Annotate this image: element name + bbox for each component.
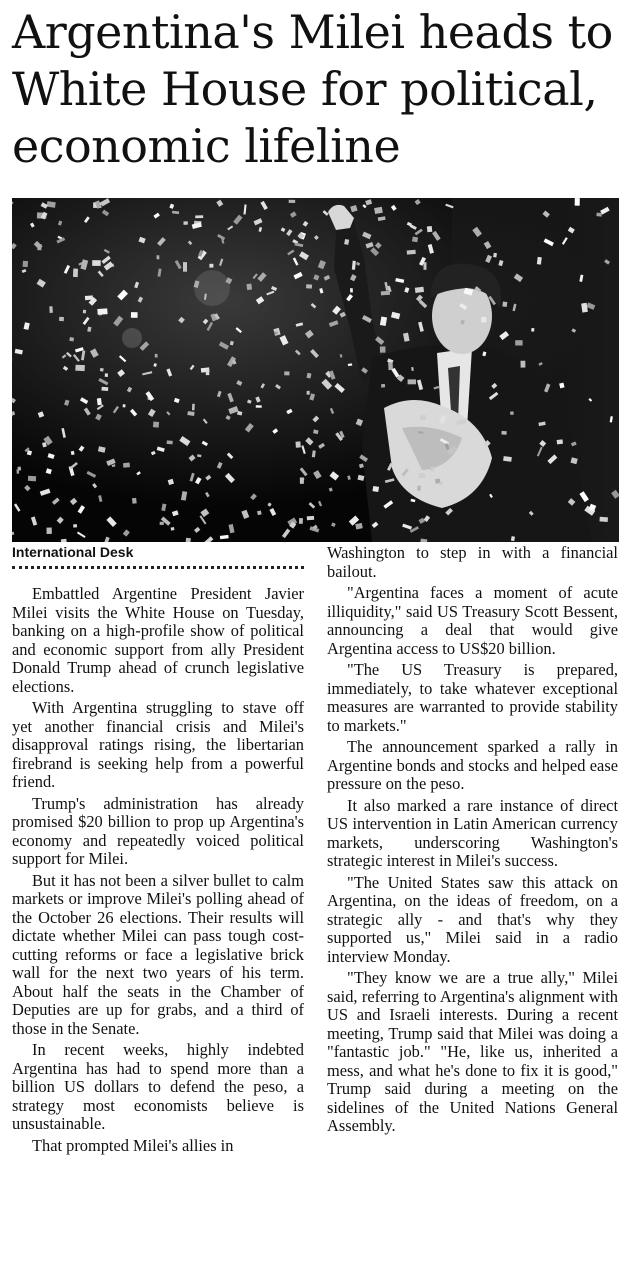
- confetti-piece: [100, 368, 104, 372]
- confetti-piece: [59, 317, 64, 321]
- confetti-piece: [424, 262, 427, 270]
- confetti-piece: [28, 476, 36, 482]
- confetti-piece: [155, 354, 158, 358]
- confetti-piece: [284, 371, 289, 375]
- article-column-2: [327, 544, 618, 1139]
- paragraph: With Argentina struggling to stave off yet another financial crisis and Milei's disapproval ratings rising, the libertarian firebrand is seeking help from a powerful friend.: [12, 698, 304, 791]
- confetti-piece: [412, 237, 418, 243]
- confetti-piece: [299, 518, 303, 524]
- confetti-piece: [157, 255, 160, 259]
- confetti-piece: [171, 527, 175, 531]
- confetti-piece: [97, 398, 102, 405]
- confetti-piece: [289, 200, 296, 203]
- confetti-piece: [503, 456, 512, 462]
- paragraph: "The United States saw this attack on Argentina, on the ideas of freedom, on a strategic ally - and that's why they supported us," Milei said in a radio interview Monday.: [327, 872, 618, 966]
- confetti-piece: [481, 317, 486, 323]
- paragraph: "Argentina faces a moment of acute illiquidity," said US Treasury Scott Bessent, announcing a deal that would give Argentina access to US$20 billion.: [327, 583, 618, 658]
- confetti-piece: [105, 373, 108, 377]
- confetti-piece: [246, 284, 252, 291]
- confetti-piece: [510, 411, 514, 414]
- desk-label: International Desk: [12, 544, 134, 560]
- confetti-piece: [380, 346, 386, 352]
- article-column-1: [12, 585, 304, 1158]
- confetti-piece: [372, 486, 379, 492]
- confetti-piece: [420, 415, 427, 420]
- confetti-piece: [206, 369, 210, 375]
- confetti-piece: [160, 522, 164, 525]
- confetti-piece: [274, 332, 277, 335]
- paragraph: Embattled Argentine President Javier Milei visits the White House on Tuesday, banking on a high-profile show of political and economic support from ally President Donald Trump ahead of crunch legislative elections.: [12, 584, 304, 696]
- confetti-piece: [415, 287, 424, 293]
- confetti-piece: [257, 511, 262, 516]
- headline: Argentina's Milei heads to White House for political, economic lifeline: [12, 5, 613, 173]
- photo-milei-confetti: [12, 198, 619, 542]
- confetti-piece: [183, 262, 187, 272]
- confetti-piece: [408, 379, 416, 384]
- confetti-piece: [209, 264, 213, 268]
- paragraph: It also marked a rare instance of direct US intervention in Latin American currency markets, underscoring Washington's strategic interest in Milei's success.: [327, 795, 618, 870]
- confetti-piece: [61, 539, 67, 542]
- confetti-piece: [185, 538, 191, 542]
- confetti-piece: [73, 269, 78, 278]
- confetti-piece: [97, 308, 107, 314]
- confetti-piece: [418, 473, 425, 479]
- confetti-piece: [83, 310, 86, 314]
- paragraph: That prompted Milei's allies in: [32, 1135, 234, 1155]
- confetti-piece: [23, 261, 29, 267]
- confetti-piece: [501, 431, 506, 435]
- confetti-piece: [256, 405, 262, 407]
- paragraph: Trump's administration has already promised $20 billion to prop up Argentina's economy and repeatedly voiced political support for Milei.: [12, 793, 304, 868]
- confetti-piece: [73, 524, 77, 528]
- confetti-piece: [101, 387, 108, 391]
- confetti-piece: [306, 284, 312, 288]
- confetti-piece: [381, 291, 390, 296]
- confetti-piece: [123, 404, 126, 407]
- confetti-piece: [92, 260, 101, 266]
- confetti-piece: [521, 361, 526, 368]
- confetti-piece: [531, 328, 534, 332]
- confetti-piece: [192, 404, 195, 411]
- confetti-piece: [388, 362, 393, 370]
- confetti-piece: [167, 440, 173, 444]
- confetti-piece: [295, 441, 300, 447]
- confetti-piece: [183, 221, 187, 225]
- paragraph-continuation: Washington to step in with a financial bailout.: [327, 543, 618, 581]
- paragraph: The announcement sparked a rally in Argentine bonds and stocks and helped ease pressure on the peso.: [327, 737, 618, 793]
- confetti-piece: [493, 253, 497, 258]
- confetti-piece: [596, 213, 601, 217]
- confetti-piece: [427, 226, 432, 232]
- confetti-piece: [348, 363, 352, 366]
- confetti-piece: [307, 516, 314, 520]
- news-photo: [12, 198, 619, 542]
- paragraph: "The US Treasury is prepared, immediately, to take whatever exceptional measures are warranted to provide stability to markets.": [327, 660, 618, 735]
- confetti-piece: [407, 250, 416, 255]
- paragraph: "They know we are a true ally," Milei said, referring to Argentina's alignment with US and Israeli interests. During a recent meeting, Trump said that Milei was doing a "fantastic job." "He, like us, inherited a mess, and what he's done to fix it is good," Trump said during a meeting on the sidelines of the United Nations General Assembly.: [327, 968, 618, 1135]
- confetti-piece: [47, 528, 52, 534]
- confetti-piece: [49, 306, 53, 313]
- paragraph: But it has not been a silver bullet to calm markets or improve Milei's polling ahead of the October 26 elections. Their results will dictate whether Milei can pass tough cost-cutting reforms or face a legislative brick wall for the next two years of his term. About half the seats in the Chamber of Deputies are up for grabs, and a third of those in the Senate.: [12, 870, 304, 1038]
- confetti-piece: [515, 340, 522, 345]
- confetti-piece: [557, 439, 563, 444]
- confetti-piece: [153, 422, 159, 428]
- confetti-piece: [575, 198, 580, 206]
- confetti-piece: [131, 312, 138, 318]
- confetti-piece: [502, 302, 507, 307]
- dotted-divider: [12, 566, 304, 569]
- confetti-piece: [85, 295, 93, 300]
- confetti-piece: [417, 486, 421, 491]
- confetti-piece: [123, 463, 130, 468]
- confetti-piece: [307, 391, 310, 395]
- confetti-piece: [300, 477, 304, 483]
- confetti-piece: [17, 469, 20, 474]
- confetti-piece: [599, 517, 608, 522]
- confetti-piece: [195, 215, 203, 218]
- paragraph: In recent weeks, highly indebted Argentina has had to spend more than a billion US dollars to defend the peso, a strategy most economists believe is unsustainable.: [12, 1040, 304, 1133]
- confetti-piece: [132, 498, 137, 504]
- confetti-piece: [75, 365, 85, 371]
- confetti-piece: [350, 288, 353, 292]
- confetti-piece: [381, 384, 385, 388]
